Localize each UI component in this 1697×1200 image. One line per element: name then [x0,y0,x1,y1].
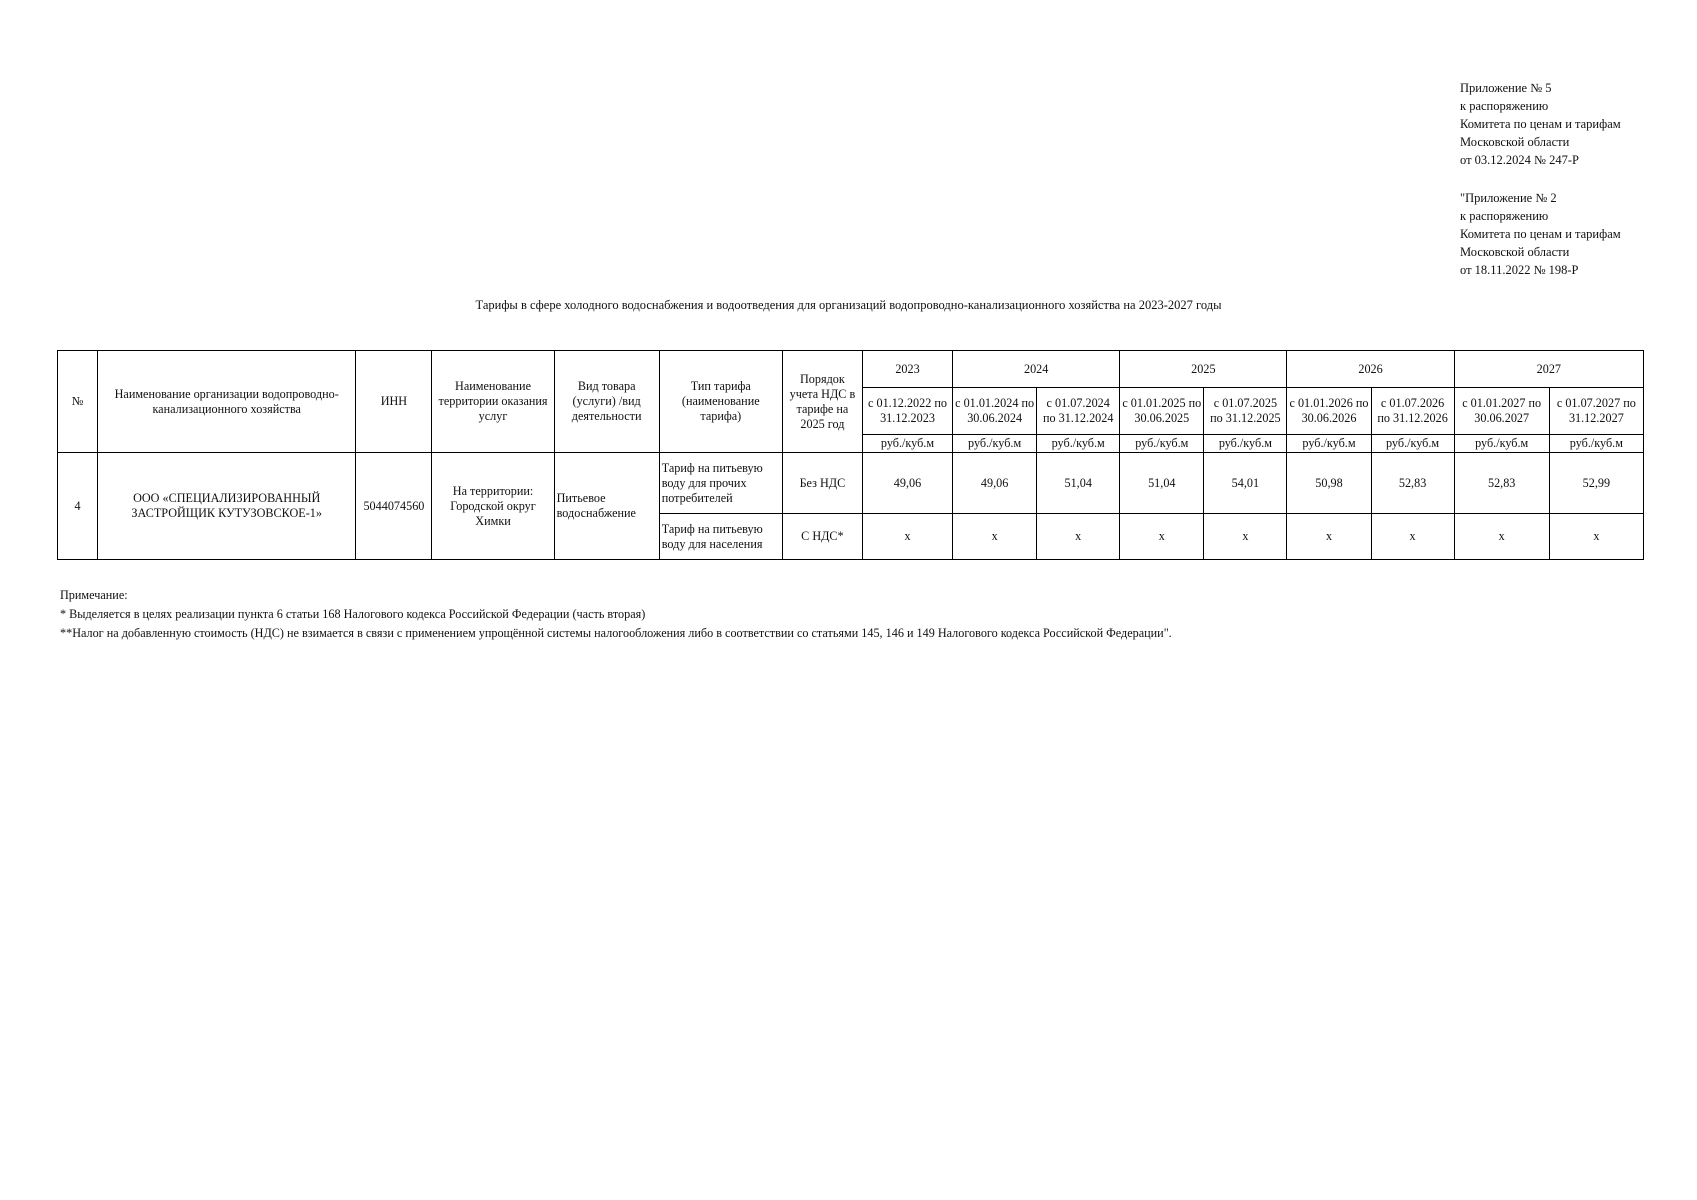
tariff-value: х [1454,514,1549,560]
header-organization: Наименование организации водопроводно-канализационного хозяйства [98,351,356,453]
header-period: с 01.12.2022 по 31.12.2023 [862,388,952,435]
header-unit: руб./куб.м [1204,435,1287,453]
header-year: 2025 [1120,351,1287,388]
tariff-value: 52,83 [1454,453,1549,514]
row-tariff-type: Тариф на питьевую воду для прочих потребителей [659,453,782,514]
header-period: с 01.01.2025 по 30.06.2025 [1120,388,1204,435]
appendix-5-block [1460,79,1621,169]
tariff-value: х [862,514,952,560]
note-1: * Выделяется в целях реализации пункта 6 статьи 168 Налогового кодекса Российской Федерации (часть вторая) [60,607,646,621]
tariff-value: 49,06 [953,453,1037,514]
header-territory: Наименование территории оказания услуг [432,351,554,453]
tariff-value: 52,83 [1371,453,1454,514]
header-inn: ИНН [356,351,432,453]
tariff-value: 51,04 [1037,453,1120,514]
header-unit: руб./куб.м [1287,435,1371,453]
header-unit: руб./куб.м [953,435,1037,453]
tariff-value: х [1371,514,1454,560]
row-vat: Без НДС [782,453,862,514]
row-organization: ООО «СПЕЦИАЛИЗИРОВАННЫЙ ЗАСТРОЙЩИК КУТУЗОВСКОЕ-1» [98,453,356,560]
header-unit: руб./куб.м [1549,435,1643,453]
tariff-value: х [1120,514,1204,560]
header-period: с 01.07.2026 по 31.12.2026 [1371,388,1454,435]
tariff-value: 51,04 [1120,453,1204,514]
row-tariff-type: Тариф на питьевую воду для населения [659,514,782,560]
note-2: **Налог на добавленную стоимость (НДС) не взимается в связи с применением упрощённой системы налогообложения либо в соответствии со статьями 145, 146 и 149 Налогового кодекса Российской Федерации". [60,626,1172,640]
header-unit: руб./куб.м [862,435,952,453]
tariff-value: 54,01 [1204,453,1287,514]
header-year: 2027 [1454,351,1643,388]
appendix-2-line: Комитета по ценам и тарифам [1460,227,1621,241]
tariff-value: х [1204,514,1287,560]
header-service: Вид товара (услуги) /вид деятельности [554,351,659,453]
row-service: Питьевое водоснабжение [554,453,659,560]
row-num: 4 [58,453,98,560]
header-period: с 01.01.2024 по 30.06.2024 [953,388,1037,435]
header-tariff-type: Тип тарифа (наименование тарифа) [659,351,782,453]
header-unit: руб./куб.м [1454,435,1549,453]
header-unit: руб./куб.м [1120,435,1204,453]
tariff-value: х [1287,514,1371,560]
header-period: с 01.07.2025 по 31.12.2025 [1204,388,1287,435]
appendix-5-line: от 03.12.2024 № 247-Р [1460,153,1579,167]
header-vat: Порядок учета НДС в тарифе на 2025 год [782,351,862,453]
header-year: 2026 [1287,351,1454,388]
row-vat: С НДС* [782,514,862,560]
header-period: с 01.01.2026 по 30.06.2026 [1287,388,1371,435]
appendix-2-line: Московской области [1460,245,1570,259]
tariff-table [57,350,1644,560]
header-period: с 01.01.2027 по 30.06.2027 [1454,388,1549,435]
tariff-value: 50,98 [1287,453,1371,514]
table-row [58,453,1644,514]
appendix-5-line: Приложение № 5 [1460,81,1552,95]
header-num: № [58,351,98,453]
appendix-2-line: от 18.11.2022 № 198-Р [1460,263,1579,277]
appendix-5-line: Комитета по ценам и тарифам [1460,117,1621,131]
row-inn: 5044074560 [356,453,432,560]
notes-heading: Примечание: [60,588,128,602]
tariff-value: х [1037,514,1120,560]
header-year: 2024 [953,351,1120,388]
header-period: с 01.07.2024 по 31.12.2024 [1037,388,1120,435]
tariff-value: 52,99 [1549,453,1643,514]
document-title: Тарифы в сфере холодного водоснабжения и водоотведения для организаций водопроводно-канализационного хозяйства на 2023-2027 годы [475,298,1222,312]
appendix-5-line: к распоряжению [1460,99,1549,113]
header-period: с 01.07.2027 по 31.12.2027 [1549,388,1643,435]
appendix-2-line: к распоряжению [1460,209,1549,223]
appendix-5-line: Московской области [1460,135,1570,149]
notes-block [60,586,1172,643]
tariff-value: х [953,514,1037,560]
row-territory: На территории: Городской округ Химки [432,453,554,560]
header-unit: руб./куб.м [1037,435,1120,453]
appendix-2-block [1460,189,1621,279]
tariff-value: х [1549,514,1643,560]
appendix-2-line: "Приложение № 2 [1460,191,1557,205]
header-year: 2023 [862,351,952,388]
header-unit: руб./куб.м [1371,435,1454,453]
tariff-value: 49,06 [862,453,952,514]
